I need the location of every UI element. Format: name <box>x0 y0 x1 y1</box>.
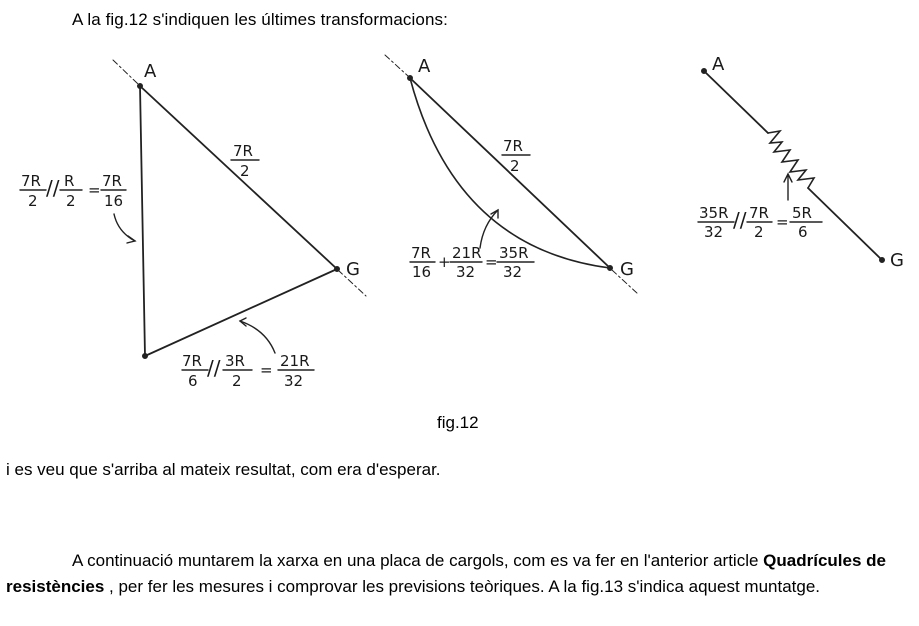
fig1-triangle <box>113 60 366 359</box>
paragraph-part1: A continuació muntarem la xarxa en una placa de cargols, com es va fer en l'anterior article <box>72 551 764 570</box>
fig1-left-c-num: 7R <box>102 172 122 190</box>
fig1-left-b-num: R <box>64 172 75 190</box>
fig3-wire-bottom <box>808 188 882 260</box>
continuation-paragraph <box>6 548 912 600</box>
fig3-resistor <box>702 69 885 263</box>
fig1-left-op: // <box>46 176 60 200</box>
fig1-edge-ag-den: 2 <box>240 162 250 180</box>
fig1-node-a-label: A <box>144 61 157 82</box>
fig2-sum-c-num: 35R <box>499 244 529 262</box>
result-sentence: i es veu que s'arriba al mateix resultat, com era d'esperar. <box>6 460 441 479</box>
fig2-sum-c-den: 32 <box>503 263 523 281</box>
fig2-sum-eq: = <box>485 253 498 271</box>
fig3-par-a-den: 32 <box>704 223 724 241</box>
fig1-node-a-dot <box>138 84 143 89</box>
fig1-bottom-b-num: 3R <box>225 352 245 370</box>
intro-text: A la fig.12 s'indiquen les últimes transformacions: <box>72 10 448 29</box>
fig3-par-b-num: 7R <box>749 204 769 222</box>
fig3-node-g-label: G <box>890 250 904 271</box>
fig2-node-a-label: A <box>418 56 431 77</box>
fig3-par-eq: = <box>776 213 789 231</box>
fig2-sum-a-num: 7R <box>411 244 431 262</box>
fig1-node-g-dot <box>335 267 340 272</box>
fig2-node-g-label: G <box>620 259 634 280</box>
fig3-wire-top <box>704 71 768 133</box>
fig1-bottom-eq: = <box>260 361 273 379</box>
fig1-bottom-c-den: 32 <box>284 372 304 390</box>
fig2-node-a-dot <box>408 76 413 81</box>
fig2-sum-op: + <box>438 253 451 271</box>
fig2-sum-b-num: 21R <box>452 244 482 262</box>
fig1-node-g-label: G <box>346 259 360 280</box>
figure-caption: fig.12 <box>437 413 479 432</box>
fig1-axis-top <box>113 60 138 84</box>
fig2-axis-top <box>385 55 408 76</box>
fig1-bottom-b-den: 2 <box>232 372 242 390</box>
fig2-edge-ag-num: 7R <box>503 137 523 155</box>
fig3-par-b-den: 2 <box>754 223 764 241</box>
fig1-left-b-den: 2 <box>66 192 76 210</box>
fig1-edge-left <box>140 86 145 356</box>
fig2-edge-ag-den: 2 <box>510 157 520 175</box>
fig1-bottom-c-num: 21R <box>280 352 310 370</box>
fig1-edge-bottom <box>145 269 337 356</box>
fig2-sum-b-den: 32 <box>456 263 476 281</box>
fig1-edge-ag-num: 7R <box>233 142 253 160</box>
fig1-left-arrow <box>114 214 135 241</box>
fig1-node-bottom-dot <box>143 354 148 359</box>
article-title-link: Quadrícules de resistències <box>6 551 886 596</box>
fig1-bottom-a-num: 7R <box>182 352 202 370</box>
fig1-left-eq: = <box>88 181 101 199</box>
fig3-node-a-dot <box>702 69 707 74</box>
fig3-par-c-num: 5R <box>792 204 812 222</box>
fig3-node-a-label: A <box>712 54 725 75</box>
fig3-par-op: // <box>733 208 747 232</box>
fig1-edge-ag <box>140 86 337 269</box>
fig2-sum-a-den: 16 <box>412 263 432 281</box>
paragraph-part2: , per fer les mesures i comprovar les previsions teòriques. A la fig.13 s'indica aquest muntatge. <box>104 577 821 596</box>
fig2-node-g-dot <box>608 266 613 271</box>
fig3-par-a-num: 35R <box>699 204 729 222</box>
fig3-par-c-den: 6 <box>798 223 808 241</box>
fig1-left-a-num: 7R <box>21 172 41 190</box>
fig1-left-a-den: 2 <box>28 192 38 210</box>
fig1-bottom-a-den: 6 <box>188 372 198 390</box>
fig3-node-g-dot <box>880 258 885 263</box>
fig1-bottom-op: // <box>207 356 221 380</box>
fig1-left-c-den: 16 <box>104 192 124 210</box>
